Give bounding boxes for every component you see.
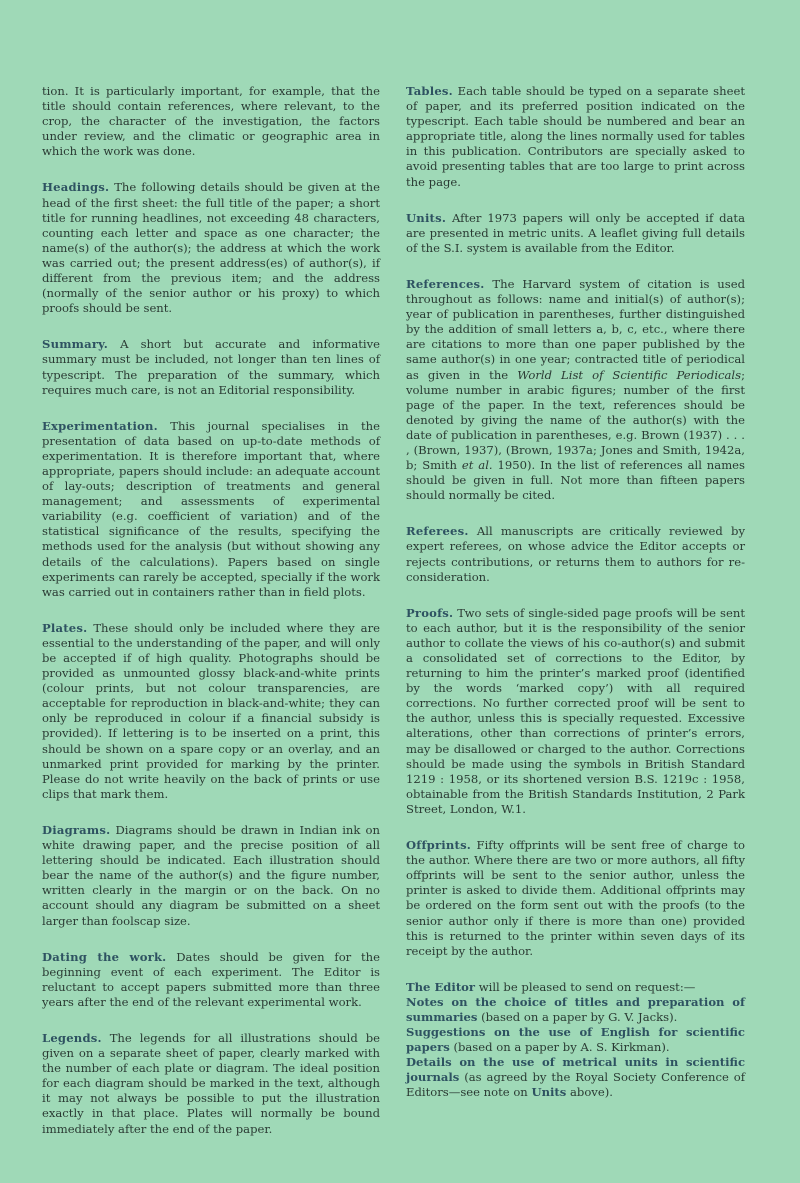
section-proofs xyxy=(406,606,745,817)
references-et-al: et al. xyxy=(461,458,493,473)
legends-heading: Legends. xyxy=(42,1030,102,1045)
experimentation-text: This journal specialises in the presentation of data based on up-to-date methods of experimentation. It is therefore important that, where appropriate, papers should include: an adequate account of lay-outs; description of treatments and general management; and assessments of experimental variability (e.g. coefficient of variation) and of the statistical significance of the results, specifying the methods used for the analysis (but without showing any details of the calculations). Papers based on single experiments can rarely be accepted, specially if the work was carried out in containers rather than in field plots. xyxy=(42,418,380,599)
references-heading: References. xyxy=(406,276,485,291)
section-units xyxy=(406,211,745,256)
request-item-titles-bold: Notes on the choice of titles and preparation of summaries xyxy=(406,994,745,1024)
summary-text: A short but accurate and informative summary must be included, not longer than ten lines of typescript. The preparation of the summary, which requires much care, is not an Editorial responsibility. xyxy=(42,337,381,397)
proofs-heading: Proofs. xyxy=(406,605,454,620)
diagrams-heading: Diagrams. xyxy=(42,822,111,837)
request-item-units-bold: Details on the use of metrical units in scientific journals xyxy=(406,1055,745,1085)
request-item-titles-text: (based on a paper by G. V. Jacks). xyxy=(481,1009,678,1024)
experimentation-heading: Experimentation. xyxy=(42,418,158,433)
references-text-a: The Harvard system of citation is used throughout as follows: name and initial(s) of author(s); year of publication in parentheses, further distinguished by the addition of small letters a, b, c, etc., where there are citations to more than one paper published by the same author(s) in one year; contracted title of periodical as given in the xyxy=(406,276,746,382)
summary-heading: Summary. xyxy=(42,337,108,352)
tables-text: Each table should be typed on a separate sheet of paper, and its preferred position indicated on the typescript. Each table should be numbered and bear an appropriate title, along the lines normally used for tables in this publication. Contributors are specially asked to avoid presenting tables that are too large to print across the page. xyxy=(406,84,745,189)
section-references xyxy=(406,277,745,503)
dating-text: Dates should be given for the beginning event of each experiment. The Editor is reluctant to accept papers submitted more than three years after the end of the relevant experimental work. xyxy=(42,949,381,1009)
references-text-c: 1950). In the list of references all names should be given in full. Not more than fifteen papers should normally be cited. xyxy=(406,458,745,503)
right-column xyxy=(406,84,745,1183)
section-experimentation xyxy=(42,419,380,600)
section-offprints xyxy=(406,838,745,959)
section-plates xyxy=(42,621,380,802)
section-dating xyxy=(42,950,380,1010)
units-heading: Units. xyxy=(406,210,447,225)
requests-intro xyxy=(406,980,745,995)
section-tables xyxy=(406,84,745,190)
units-text: After 1973 papers will only be accepted if data are presented in metric units. A leaflet giving full details of the S.I. system is available from the Editor. xyxy=(406,210,745,255)
references-journal: World List of Scientific Periodicals xyxy=(517,367,742,382)
proofs-text: Two sets of single-sided page proofs will be sent to each author, but it is the responsibility of the senior author to collate the views of his co-author(s) and submit a consolidated set of corrections to the Editor, by returning to him the printer’s marked proof (identified by the words ‘marked copy’) with all required corrections. No further corrected proof will be sent to the author, unless this is specially requested. Excessive alterations, other than corrections of printer’s errors, may be disallowed or charged to the author. Corrections should be made using the symbols in British Standard 1219 : 1958, or its shortened version B.S. 1219c : 1958, obtainable from the British Standards Institution, 2 Park Street, London, W.1. xyxy=(406,605,745,816)
request-item-english-text: (based on a paper by A. S. Kirkman). xyxy=(453,1040,670,1055)
diagrams-text: Diagrams should be drawn in Indian ink on white drawing paper, and the precise position of all lettering should be indicated. Each illustration should bear the name of the author(s) and the figure number, written clearly in the margin or on the back. On no account should any diagram be submitted on a sheet larger than foolscap size. xyxy=(42,822,380,928)
request-item-units xyxy=(406,1055,745,1100)
offprints-text: Fifty offprints will be sent free of charge to the author. Where there are two or more authors, all fifty offprints will be sent to the senior author, unless the printer is asked to divide them. Additional offprints may be ordered on the form sent out with the proofs (to the senior author only if there is more than one) provided this is returned to the printer within seven days of its receipt by the author. xyxy=(406,838,745,958)
referees-text: All manuscripts are critically reviewed by expert referees, on whose advice the Editor accepts or rejects contributions, or returns them to authors for re-consideration. xyxy=(406,524,746,584)
requests-intro-text: will be pleased to send on request:— xyxy=(478,979,696,994)
headings-heading: Headings. xyxy=(42,180,110,195)
request-item-english xyxy=(406,1025,745,1055)
section-diagrams xyxy=(42,823,380,929)
legends-text: The legends for all illustrations should be given on a separate sheet of paper, clearly marked with the number of each plate or diagram. The ideal position for each diagram should be marked in the text, although it may not always be possible to put the illustration exactly in that place. Plates will normally be bound immediately after the end of the paper. xyxy=(42,1030,381,1136)
requests-intro-bold: The Editor xyxy=(406,979,476,994)
section-summary xyxy=(42,337,380,397)
request-item-units-text: (as agreed by the Royal Society Conference of Editors—see note on xyxy=(406,1070,745,1100)
referees-heading: Referees. xyxy=(406,524,469,539)
requests-block xyxy=(406,980,745,1101)
intro-continuation: tion. It is particularly important, for example, that the title should contain references, where relevant, to the crop, the character of the investigation, the factors under review, and the climatic or geographic area in which the work was done. xyxy=(42,84,380,159)
references-text-b: ; volume number in arabic figures; number of the first page of the paper. In the text, references should be denoted by giving the name of the author(s) with the date of publication in parentheses, e.g. Brown (1937) . . . , (Brown, 1937), (Brown, 1937a; Jones and Smith, 1942a, b; Smith xyxy=(406,367,745,473)
request-item-titles xyxy=(406,995,745,1025)
plates-heading: Plates. xyxy=(42,620,88,635)
left-column xyxy=(42,84,380,1183)
request-item-units-ref: Units xyxy=(531,1085,567,1100)
plates-text: These should only be included where they are essential to the understanding of the paper, and will only be accepted if of high quality. Photographs should be provided as unmounted glossy black-and-white prints (colour prints, but not colour transparencies, are acceptable for reproduction in black-and-white; they can only be reproduced in colour if a financial subsidy is provided). If lettering is to be inserted on a print, this should be shown on a spare copy or an overlay, and an unmarked print provided for marking by the printer. Please do not write heavily on the back of prints or use clips that mark them. xyxy=(42,620,380,801)
section-referees xyxy=(406,524,745,584)
tables-heading: Tables. xyxy=(406,84,453,98)
offprints-heading: Offprints. xyxy=(406,838,472,853)
section-legends xyxy=(42,1031,380,1137)
request-item-units-end: above). xyxy=(569,1085,613,1100)
headings-text: The following details should be given at the head of the first sheet: the full title of the paper; a short title for running headlines, not exceeding 48 characters, counting each letter and space as one character; the name(s) of the author(s); the address at which the work was carried out; the present address(es) of author(s), if different from the previous item; and the address (normally of the senior author or his proxy) to which proofs should be sent. xyxy=(42,180,381,316)
request-item-english-bold: Suggestions on the use of English for scientific papers xyxy=(406,1025,745,1055)
dating-heading: Dating the work. xyxy=(42,949,167,964)
section-headings xyxy=(42,180,380,316)
